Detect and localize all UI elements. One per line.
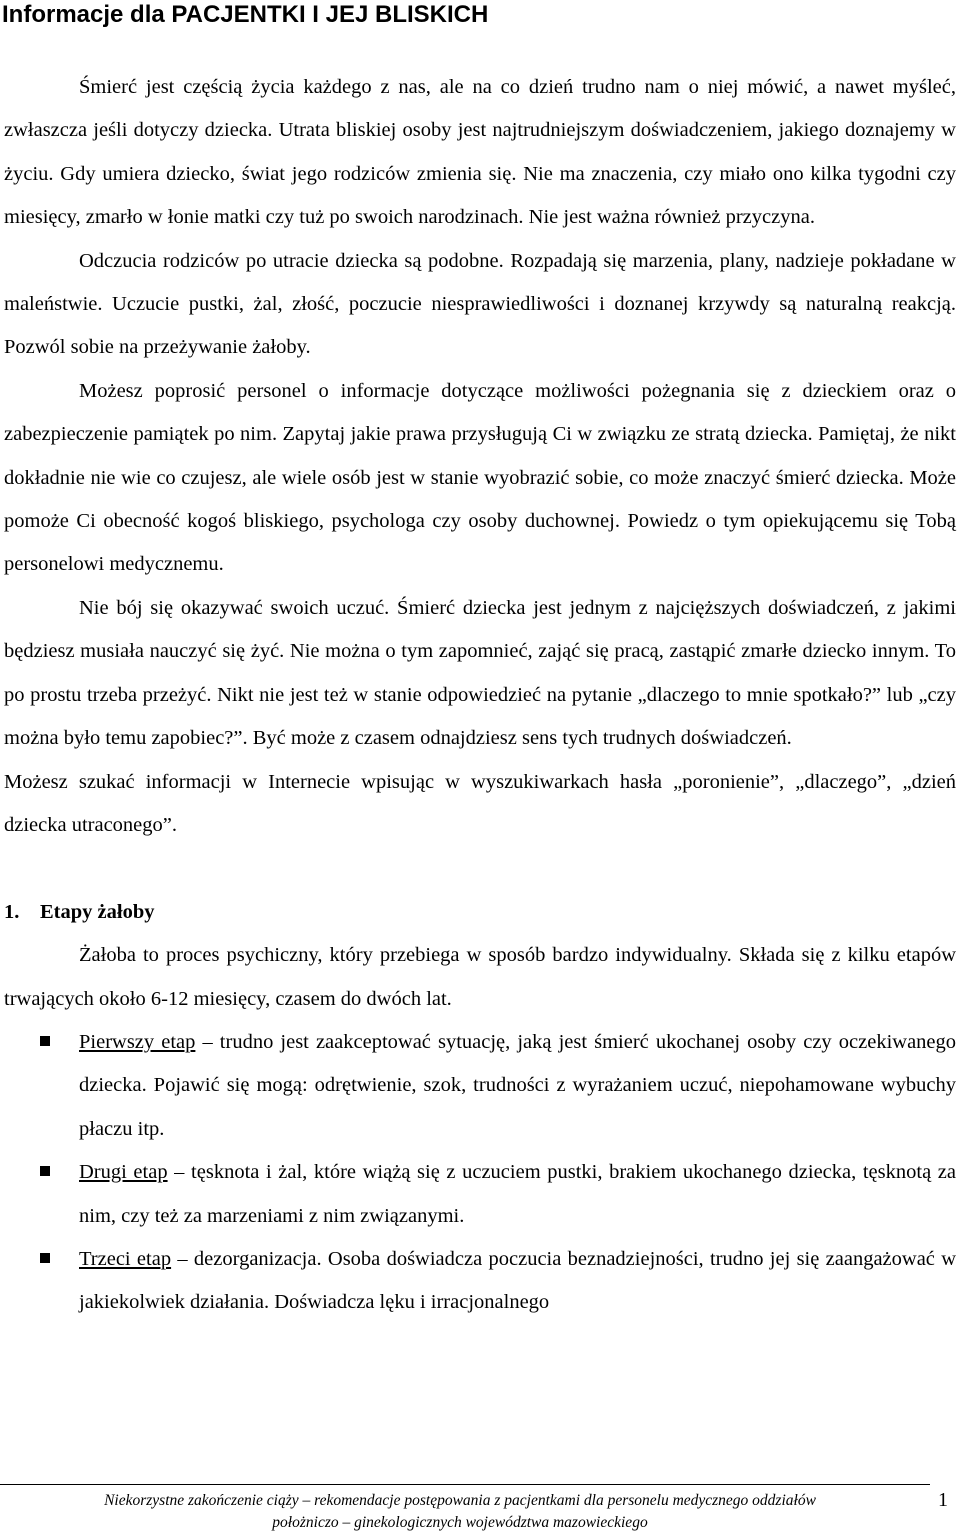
- body-text: [4, 66, 956, 1325]
- document-title: Informacje dla PACJENTKI I JEJ BLISKICH: [2, 1, 489, 28]
- page-footer: [10, 1490, 910, 1534]
- paragraph-support: Możesz poprosić personel o informacje dotyczące możliwości pożegnania się z dzieckiem oraz o zabezpieczenie pamiątek po nim. Zapytaj jakie prawa przysługują Ci w związku ze stratą dziecka. Pamiętaj, że nikt dokładnie nie wie co czujesz, ale wiele osób jest w stanie wyobrazić sobie, co może znaczyć śmierć dziecka. Może pomoże Ci obecność kogoś bliskiego, psychologa czy osoby duchownej. Powiedz o tym opiekującemu się Tobą personelowi medycznemu.: [4, 379, 956, 576]
- stage-description: – trudno jest zaakceptować sytuację, jaką jest śmierć ukochanej osoby czy oczekiwanego dziecka. Pojawić się mogą: odrętwienie, szok, trudności z wyrażaniem uczuć, niepohamowane wybuchy płaczu itp.: [79, 1030, 957, 1140]
- stage-name: Drugi etap: [79, 1161, 168, 1184]
- page-number: 1: [938, 1489, 948, 1511]
- stage-description: – tęsknota i żal, które wiążą się z uczuciem pustki, brakiem ukochanego dziecka, tęsknotą za nim, czy też za marzeniami z nim związanymi.: [79, 1161, 956, 1227]
- paragraph-feelings: Odczucia rodziców po utracie dziecka są podobne. Rozpadają się marzenia, plany, nadzieje pokładane w maleństwie. Uczucie pustki, żal, złość, poczucie niesprawiedliwości i doznanej krzywdy są naturalną reakcją. Pozwól sobie na przeżywanie żałoby.: [4, 249, 956, 359]
- section-title: Etapy żałoby: [40, 900, 155, 923]
- stage-item-1: [4, 1021, 956, 1151]
- stage-description: – dezorganizacja. Osoba doświadcza poczucia beznadziejności, trudno jej się zaangażować w jakiekolwiek działania. Doświadcza lęku i irracjonalnego: [79, 1247, 957, 1314]
- section-heading: [4, 891, 956, 934]
- paragraph-emotions: Nie bój się okazywać swoich uczuć. Śmierć dziecka jest jednym z najcięższych doświadczeń, z jakimi będziesz musiała nauczyć się żyć. Nie można o tym zapomnieć, zająć się pracą, zastąpić zmarłe dziecko innym. To po prostu trzeba przeżyć. Nikt nie jest też w stanie odpowiedzieć na pytanie „dlaczego to mnie spotkało?” lub „czy można było temu zapobiec?”. Być może z czasem odnajdziesz sens tych trudnych doświadczeń.: [4, 596, 956, 750]
- stage-item-2: [4, 1151, 956, 1238]
- spacer: [4, 847, 956, 890]
- footer-line-2: położniczo – ginekologicznych województwa mazowieckiego: [272, 1514, 648, 1531]
- stages-list: [4, 1021, 956, 1325]
- paragraph-internet: Możesz szukać informacji w Internecie wpisując w wyszukiwarkach hasła „poronienie”, „dlaczego”, „dzień dziecka utraconego”.: [4, 770, 956, 836]
- square-bullet-icon: [40, 1166, 50, 1176]
- section-number: 1.: [4, 900, 20, 923]
- square-bullet-icon: [40, 1036, 50, 1046]
- square-bullet-icon: [40, 1253, 50, 1263]
- stage-item-3: [4, 1238, 956, 1325]
- footer-line-1: Niekorzystne zakończenie ciąży – rekomendacje postępowania z pacjentkami dla personelu medycznego oddziałów: [104, 1492, 816, 1509]
- section-intro: Żałoba to proces psychiczny, który przebiega w sposób bardzo indywidualny. Składa się z kilku etapów trwających około 6-12 miesięcy, czasem do dwóch lat.: [4, 944, 956, 1010]
- footer-divider: [0, 1484, 930, 1485]
- stage-name: Trzeci etap: [79, 1247, 172, 1270]
- paragraph-intro: Śmierć jest częścią życia każdego z nas, ale na co dzień trudno nam o niej mówić, a nawet myśleć, zwłaszcza jeśli dotyczy dziecka. Utrata bliskiej osoby jest najtrudniejszym doświadczeniem, jakiego doznajemy w życiu. Gdy umiera dziecko, świat jego rodziców zmienia się. Nie ma znaczenia, czy miało ono kilka tygodni czy miesięcy, zmarło w łonie matki czy tuż po swoich narodzinach. Nie jest ważna również przyczyna.: [4, 76, 956, 229]
- stage-name: Pierwszy etap: [79, 1030, 196, 1053]
